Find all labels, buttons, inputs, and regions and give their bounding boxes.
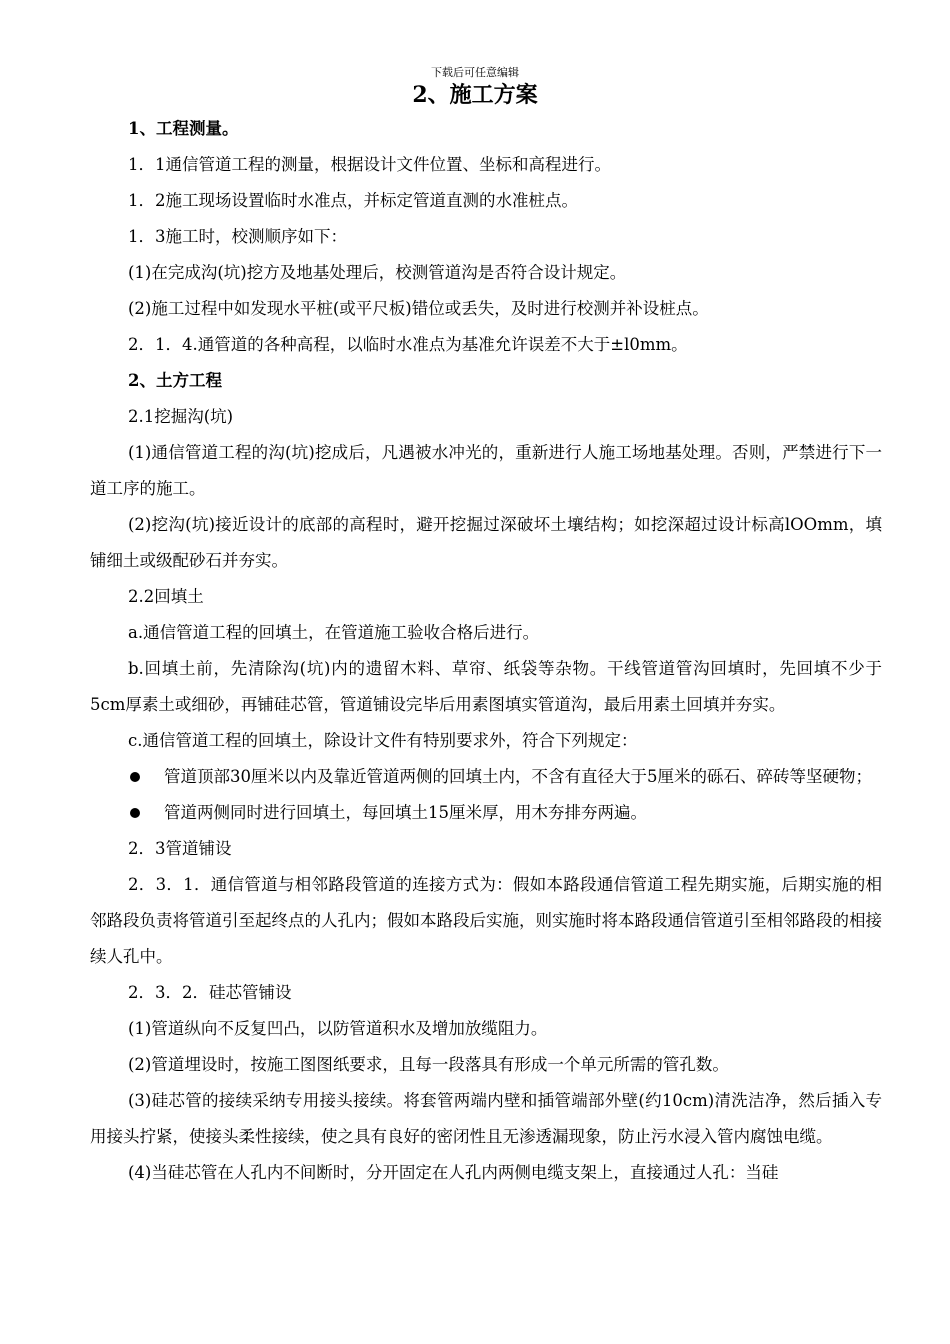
paragraph: (4)当硅芯管在人孔内不间断时，分开固定在人孔内两侧电缆支架上，直接通过人孔：当硅	[128, 1163, 779, 1182]
paragraph: (2)挖沟(坑)接近设计的底部的高程时，避开挖掘过深破坏土壤结构；如挖深超过设计标高lOOmm，填铺细土或级配砂石并夯实。	[90, 515, 882, 570]
bullet-icon	[130, 808, 140, 818]
paragraph: (2)施工过程中如发现水平桩(或平尺板)错位或丢失，及时进行校测并补设桩点。	[128, 299, 709, 318]
paragraph: (3)硅芯管的接续采纳专用接头接续。将套管两端内壁和插管端部外壁(约10cm)清洗洁净，然后插入专用接头拧紧，使接头柔性接续，使之具有良好的密闭性且无渗透漏现象，防止污水浸入管内腐蚀电缆。	[90, 1091, 882, 1146]
document-body	[90, 111, 882, 1191]
bullet-text: 管道顶部30厘米以内及靠近管道两侧的回填土内，不含有直径大于5厘米的砾石、碎砖等坚硬物；	[164, 767, 872, 786]
paragraph: 1．2施工现场设置临时水准点，并标定管道直测的水准桩点。	[128, 191, 578, 210]
paragraph: (1)管道纵向不反复凹凸，以防管道积水及增加放缆阻力。	[128, 1019, 548, 1038]
paragraph: 2．3．1．通信管道与相邻路段管道的连接方式为：假如本路段通信管道工程先期实施，后期实施的相邻路段负责将管道引至起终点的人孔内；假如本路段后实施，则实施时将本路段通信管道引至相邻路段的相接续人孔中。	[90, 875, 882, 966]
section-1-heading: 1、工程测量。	[128, 119, 239, 138]
paragraph: c.通信管道工程的回填土，除设计文件有特别要求外，符合下列规定：	[128, 731, 638, 750]
bullet-icon	[130, 772, 140, 782]
paragraph: b.回填土前，先清除沟(坑)内的遗留木料、草帘、纸袋等杂物。干线管道管沟回填时，先回填不少于5cm厚素土或细砂，再铺硅芯管，管道铺设完毕后用素图填实管道沟，最后用素土回填并夯实。	[90, 659, 882, 714]
bullet-text: 管道两侧同时进行回填土，每回填土15厘米厚，用木夯排夯两遍。	[164, 803, 647, 822]
bullet-item	[90, 795, 882, 831]
subsection-heading: 2．3管道铺设	[128, 839, 232, 858]
paragraph: 2．1．4.通管道的各种高程，以临时水准点为基准允许误差不大于±l0mm。	[128, 335, 688, 354]
subsection-heading: 2．3．2．硅芯管铺设	[128, 983, 292, 1002]
paragraph: a.通信管道工程的回填土，在管道施工验收合格后进行。	[128, 623, 540, 642]
page-header-note: 下载后可任意编辑	[431, 66, 519, 79]
paragraph: (1)通信管道工程的沟(坑)挖成后，凡遇被水冲光的，重新进行人施工场地基处理。否则，严禁进行下一道工序的施工。	[90, 443, 882, 498]
paragraph: (1)在完成沟(坑)挖方及地基处理后，校测管道沟是否符合设计规定。	[128, 263, 627, 282]
bullet-item	[90, 759, 882, 795]
paragraph: 1．1通信管道工程的测量，根据设计文件位置、坐标和高程进行。	[128, 155, 611, 174]
subsection-heading: 2.1挖掘沟(坑)	[128, 407, 234, 426]
paragraph: (2)管道埋设时，按施工图图纸要求，且每一段落具有形成一个单元所需的管孔数。	[128, 1055, 729, 1074]
paragraph: 1．3施工时，校测顺序如下：	[128, 227, 347, 246]
document-title: 2、施工方案	[412, 82, 538, 108]
section-2-heading: 2、土方工程	[128, 371, 222, 390]
subsection-heading: 2.2回填土	[128, 587, 204, 606]
